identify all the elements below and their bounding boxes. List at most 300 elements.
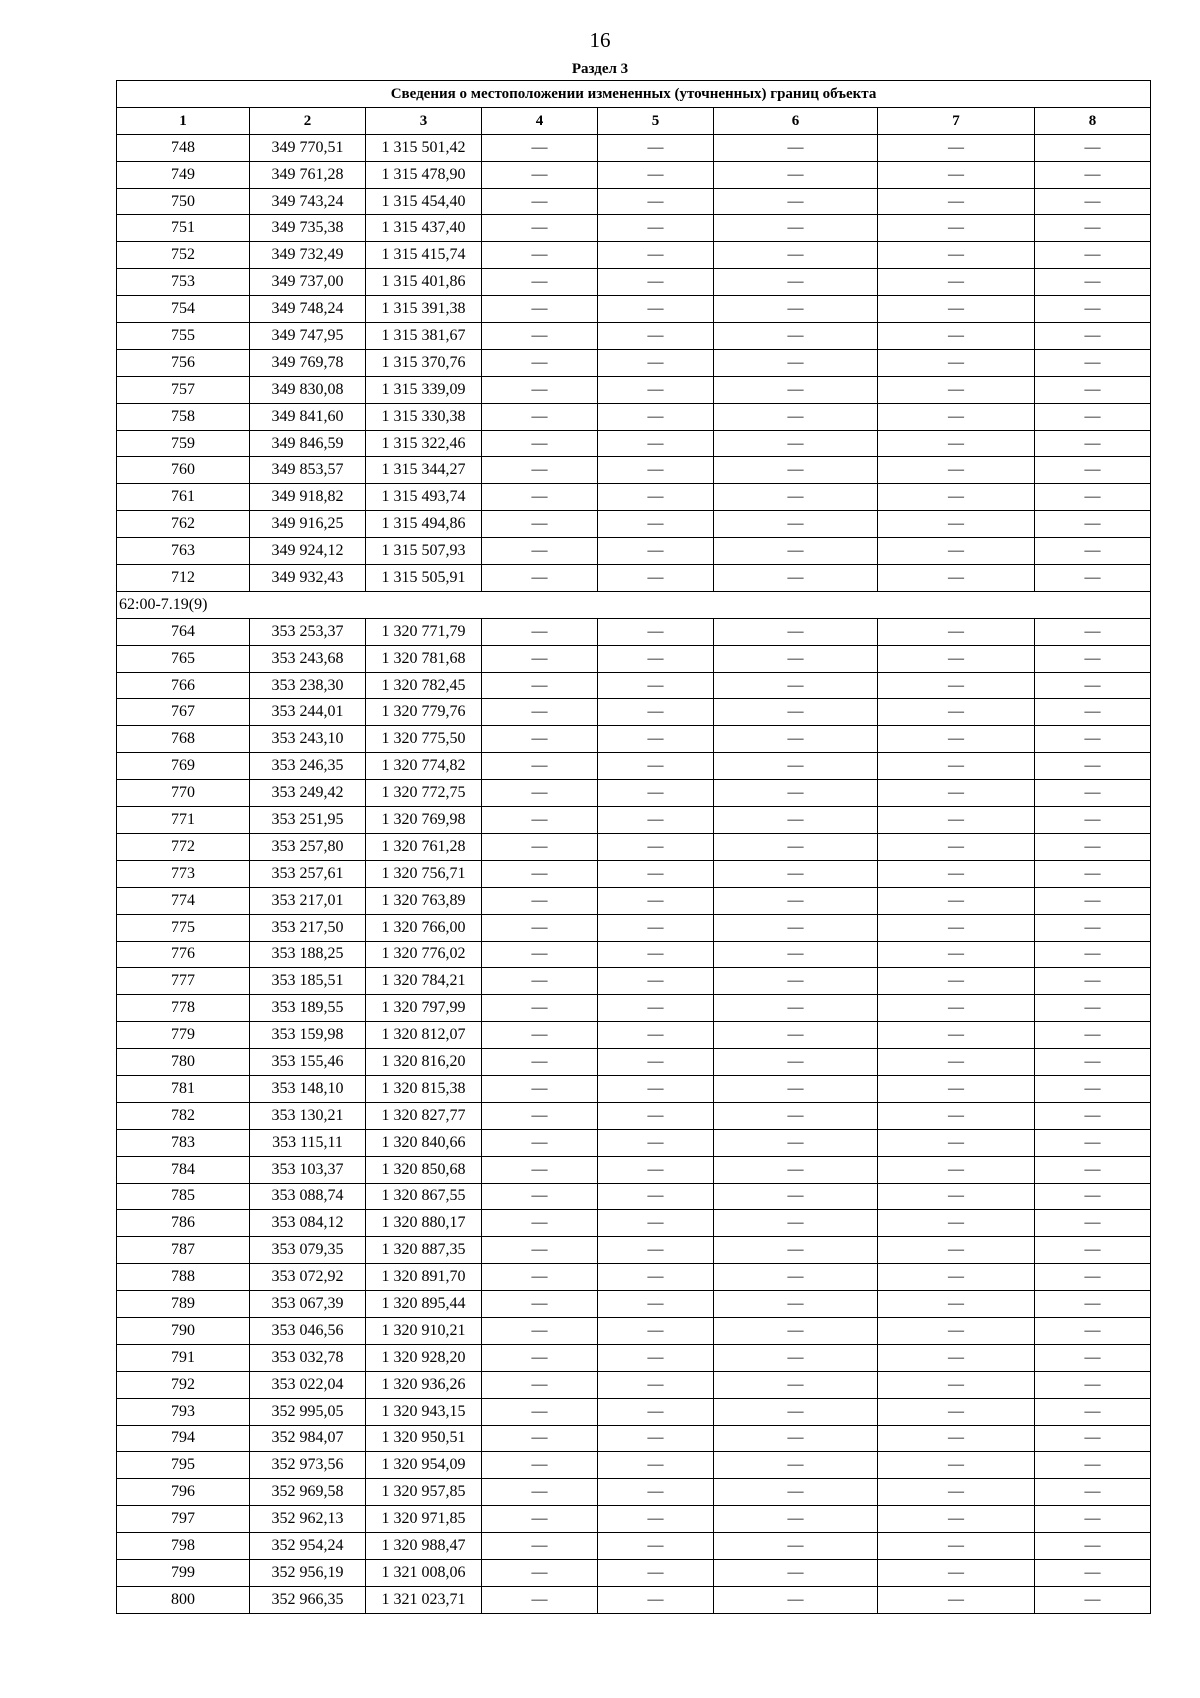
coordinate-x: 352 954,24 — [250, 1533, 366, 1560]
coordinate-y: 1 320 880,17 — [366, 1210, 482, 1237]
point-number: 759 — [117, 430, 250, 457]
empty-value-cell: — — [714, 1506, 878, 1533]
empty-value-cell: — — [482, 1479, 598, 1506]
coordinate-x: 353 115,11 — [250, 1129, 366, 1156]
table-row — [117, 941, 1151, 968]
empty-value-cell: — — [714, 430, 878, 457]
boundary-coordinates-table — [116, 80, 1151, 1614]
point-number: 758 — [117, 403, 250, 430]
empty-value-cell: — — [598, 726, 714, 753]
empty-value-cell: — — [1035, 376, 1151, 403]
empty-value-cell: — — [482, 1102, 598, 1129]
empty-value-cell: — — [1035, 1210, 1151, 1237]
coordinate-x: 353 067,39 — [250, 1291, 366, 1318]
empty-value-cell: — — [878, 511, 1035, 538]
empty-value-cell: — — [714, 860, 878, 887]
empty-value-cell: — — [1035, 726, 1151, 753]
empty-value-cell: — — [878, 645, 1035, 672]
coordinate-x: 353 103,37 — [250, 1156, 366, 1183]
coordinate-x: 349 735,38 — [250, 215, 366, 242]
point-number: 798 — [117, 1533, 250, 1560]
coordinate-y: 1 315 478,90 — [366, 161, 482, 188]
coordinate-y: 1 321 008,06 — [366, 1559, 482, 1586]
empty-value-cell: — — [482, 1452, 598, 1479]
coordinate-x: 352 966,35 — [250, 1586, 366, 1613]
empty-value-cell: — — [598, 1533, 714, 1560]
empty-value-cell: — — [714, 1264, 878, 1291]
empty-value-cell: — — [1035, 1317, 1151, 1344]
empty-value-cell: — — [598, 1237, 714, 1264]
empty-value-cell: — — [1035, 968, 1151, 995]
empty-value-cell: — — [1035, 1075, 1151, 1102]
empty-value-cell: — — [1035, 1344, 1151, 1371]
empty-value-cell: — — [482, 376, 598, 403]
table-row — [117, 430, 1151, 457]
point-number: 777 — [117, 968, 250, 995]
coordinate-y: 1 321 023,71 — [366, 1586, 482, 1613]
empty-value-cell: — — [482, 1237, 598, 1264]
point-number: 784 — [117, 1156, 250, 1183]
empty-value-cell: — — [1035, 1479, 1151, 1506]
point-number: 782 — [117, 1102, 250, 1129]
empty-value-cell: — — [878, 565, 1035, 592]
table-row — [117, 242, 1151, 269]
empty-value-cell: — — [714, 565, 878, 592]
point-number: 795 — [117, 1452, 250, 1479]
table-body — [117, 134, 1151, 1613]
table-row — [117, 1183, 1151, 1210]
point-number: 763 — [117, 538, 250, 565]
empty-value-cell: — — [598, 618, 714, 645]
coordinate-x: 353 159,98 — [250, 1022, 366, 1049]
point-number: 781 — [117, 1075, 250, 1102]
empty-value-cell: — — [482, 1183, 598, 1210]
empty-value-cell: — — [482, 242, 598, 269]
empty-value-cell: — — [714, 833, 878, 860]
point-number: 748 — [117, 134, 250, 161]
empty-value-cell: — — [598, 1586, 714, 1613]
empty-value-cell: — — [598, 753, 714, 780]
empty-value-cell: — — [878, 1452, 1035, 1479]
empty-value-cell: — — [878, 1183, 1035, 1210]
empty-value-cell: — — [878, 1237, 1035, 1264]
empty-value-cell: — — [714, 1452, 878, 1479]
empty-value-cell: — — [598, 323, 714, 350]
point-number: 774 — [117, 887, 250, 914]
coordinate-x: 353 217,50 — [250, 914, 366, 941]
empty-value-cell: — — [878, 1049, 1035, 1076]
point-number: 785 — [117, 1183, 250, 1210]
coordinate-y: 1 320 775,50 — [366, 726, 482, 753]
empty-value-cell: — — [598, 1506, 714, 1533]
coordinate-x: 352 973,56 — [250, 1452, 366, 1479]
table-row — [117, 780, 1151, 807]
empty-value-cell: — — [714, 1210, 878, 1237]
point-number: 790 — [117, 1317, 250, 1344]
empty-value-cell: — — [878, 1075, 1035, 1102]
empty-value-cell: — — [482, 1559, 598, 1586]
empty-value-cell: — — [598, 430, 714, 457]
empty-value-cell: — — [878, 1586, 1035, 1613]
empty-value-cell: — — [878, 349, 1035, 376]
empty-value-cell: — — [598, 188, 714, 215]
empty-value-cell: — — [878, 914, 1035, 941]
empty-value-cell: — — [714, 1559, 878, 1586]
empty-value-cell: — — [482, 565, 598, 592]
empty-value-cell: — — [482, 1533, 598, 1560]
coordinate-y: 1 315 391,38 — [366, 296, 482, 323]
empty-value-cell: — — [878, 618, 1035, 645]
empty-value-cell: — — [1035, 161, 1151, 188]
empty-value-cell: — — [1035, 484, 1151, 511]
empty-value-cell: — — [482, 1586, 598, 1613]
empty-value-cell: — — [1035, 269, 1151, 296]
coordinate-y: 1 315 401,86 — [366, 269, 482, 296]
empty-value-cell: — — [482, 430, 598, 457]
point-number: 753 — [117, 269, 250, 296]
empty-value-cell: — — [878, 1156, 1035, 1183]
empty-value-cell: — — [598, 833, 714, 860]
table-row — [117, 1237, 1151, 1264]
coordinate-y: 1 320 971,85 — [366, 1506, 482, 1533]
empty-value-cell: — — [714, 887, 878, 914]
empty-value-cell: — — [482, 188, 598, 215]
empty-value-cell: — — [878, 833, 1035, 860]
empty-value-cell: — — [1035, 618, 1151, 645]
empty-value-cell: — — [714, 1533, 878, 1560]
empty-value-cell: — — [714, 215, 878, 242]
empty-value-cell: — — [878, 699, 1035, 726]
coordinate-y: 1 320 769,98 — [366, 807, 482, 834]
empty-value-cell: — — [878, 1506, 1035, 1533]
empty-value-cell: — — [598, 1559, 714, 1586]
empty-value-cell: — — [482, 296, 598, 323]
point-number: 794 — [117, 1425, 250, 1452]
empty-value-cell: — — [714, 1183, 878, 1210]
empty-value-cell: — — [1035, 349, 1151, 376]
empty-value-cell: — — [714, 242, 878, 269]
empty-value-cell: — — [482, 1156, 598, 1183]
empty-value-cell: — — [482, 618, 598, 645]
empty-value-cell: — — [598, 1210, 714, 1237]
coordinate-x: 353 249,42 — [250, 780, 366, 807]
coordinate-y: 1 320 766,00 — [366, 914, 482, 941]
point-number: 791 — [117, 1344, 250, 1371]
empty-value-cell: — — [482, 1344, 598, 1371]
empty-value-cell: — — [482, 538, 598, 565]
table-row — [117, 1425, 1151, 1452]
empty-value-cell: — — [878, 296, 1035, 323]
empty-value-cell: — — [1035, 1022, 1151, 1049]
coordinate-x: 352 984,07 — [250, 1425, 366, 1452]
empty-value-cell: — — [482, 484, 598, 511]
point-number: 752 — [117, 242, 250, 269]
empty-value-cell: — — [714, 269, 878, 296]
coordinate-y: 1 320 771,79 — [366, 618, 482, 645]
empty-value-cell: — — [1035, 1398, 1151, 1425]
table-row — [117, 161, 1151, 188]
empty-value-cell: — — [878, 430, 1035, 457]
point-number: 754 — [117, 296, 250, 323]
empty-value-cell: — — [1035, 1237, 1151, 1264]
empty-value-cell: — — [1035, 1156, 1151, 1183]
point-number: 793 — [117, 1398, 250, 1425]
empty-value-cell: — — [598, 1317, 714, 1344]
empty-value-cell: — — [878, 1210, 1035, 1237]
empty-value-cell: — — [1035, 780, 1151, 807]
coordinate-y: 1 320 957,85 — [366, 1479, 482, 1506]
table-row — [117, 887, 1151, 914]
empty-value-cell: — — [878, 323, 1035, 350]
empty-value-cell: — — [714, 807, 878, 834]
coordinate-x: 353 072,92 — [250, 1264, 366, 1291]
empty-value-cell: — — [598, 161, 714, 188]
empty-value-cell: — — [1035, 1183, 1151, 1210]
empty-value-cell: — — [1035, 1129, 1151, 1156]
empty-value-cell: — — [878, 968, 1035, 995]
table-row — [117, 269, 1151, 296]
empty-value-cell: — — [482, 780, 598, 807]
empty-value-cell: — — [598, 995, 714, 1022]
coordinate-y: 1 320 797,99 — [366, 995, 482, 1022]
table-row — [117, 672, 1151, 699]
empty-value-cell: — — [482, 1075, 598, 1102]
coordinate-y: 1 320 784,21 — [366, 968, 482, 995]
empty-value-cell: — — [1035, 887, 1151, 914]
point-number: 766 — [117, 672, 250, 699]
table-row — [117, 1156, 1151, 1183]
point-number: 779 — [117, 1022, 250, 1049]
coordinate-x: 349 846,59 — [250, 430, 366, 457]
table-row — [117, 215, 1151, 242]
coordinate-x: 349 932,43 — [250, 565, 366, 592]
empty-value-cell: — — [1035, 134, 1151, 161]
table-row — [117, 1022, 1151, 1049]
point-number: 800 — [117, 1586, 250, 1613]
column-header-2: 2 — [250, 107, 366, 134]
empty-value-cell: — — [1035, 995, 1151, 1022]
point-number: 770 — [117, 780, 250, 807]
point-number: 789 — [117, 1291, 250, 1318]
empty-value-cell: — — [598, 1183, 714, 1210]
column-header-3: 3 — [366, 107, 482, 134]
empty-value-cell: — — [482, 403, 598, 430]
empty-value-cell: — — [482, 645, 598, 672]
empty-value-cell: — — [878, 1102, 1035, 1129]
coordinate-x: 349 732,49 — [250, 242, 366, 269]
coordinate-x: 349 747,95 — [250, 323, 366, 350]
empty-value-cell: — — [482, 1129, 598, 1156]
table-row — [117, 296, 1151, 323]
point-number: 755 — [117, 323, 250, 350]
empty-value-cell: — — [598, 780, 714, 807]
empty-value-cell: — — [598, 1129, 714, 1156]
empty-value-cell: — — [878, 403, 1035, 430]
point-number: 792 — [117, 1371, 250, 1398]
empty-value-cell: — — [482, 1317, 598, 1344]
column-header-1: 1 — [117, 107, 250, 134]
empty-value-cell: — — [598, 242, 714, 269]
empty-value-cell: — — [714, 403, 878, 430]
empty-value-cell: — — [878, 188, 1035, 215]
empty-value-cell: — — [598, 1049, 714, 1076]
empty-value-cell: — — [598, 484, 714, 511]
empty-value-cell: — — [1035, 1102, 1151, 1129]
empty-value-cell: — — [598, 403, 714, 430]
empty-value-cell: — — [598, 1264, 714, 1291]
empty-value-cell: — — [598, 968, 714, 995]
empty-value-cell: — — [714, 672, 878, 699]
column-header-7: 7 — [878, 107, 1035, 134]
empty-value-cell: — — [878, 1559, 1035, 1586]
coordinate-y: 1 320 779,76 — [366, 699, 482, 726]
empty-value-cell: — — [482, 914, 598, 941]
empty-value-cell: — — [714, 457, 878, 484]
empty-value-cell: — — [482, 323, 598, 350]
empty-value-cell: — — [714, 1156, 878, 1183]
empty-value-cell: — — [714, 995, 878, 1022]
empty-value-cell: — — [482, 215, 598, 242]
empty-value-cell: — — [482, 887, 598, 914]
coordinate-x: 349 737,00 — [250, 269, 366, 296]
coordinate-y: 1 320 827,77 — [366, 1102, 482, 1129]
empty-value-cell: — — [714, 780, 878, 807]
table-row — [117, 1559, 1151, 1586]
coordinate-y: 1 320 954,09 — [366, 1452, 482, 1479]
coordinate-x: 353 088,74 — [250, 1183, 366, 1210]
empty-value-cell: — — [1035, 860, 1151, 887]
coordinate-x: 353 243,68 — [250, 645, 366, 672]
coordinate-x: 353 022,04 — [250, 1371, 366, 1398]
point-number: 771 — [117, 807, 250, 834]
coordinate-x: 353 238,30 — [250, 672, 366, 699]
coordinate-x: 353 244,01 — [250, 699, 366, 726]
empty-value-cell: — — [878, 1344, 1035, 1371]
table-row — [117, 403, 1151, 430]
coordinate-x: 353 257,61 — [250, 860, 366, 887]
table-row — [117, 645, 1151, 672]
empty-value-cell: — — [598, 1425, 714, 1452]
coordinate-x: 349 916,25 — [250, 511, 366, 538]
empty-value-cell: — — [878, 1291, 1035, 1318]
empty-value-cell: — — [878, 134, 1035, 161]
coordinate-y: 1 320 867,55 — [366, 1183, 482, 1210]
column-header-5: 5 — [598, 107, 714, 134]
empty-value-cell: — — [482, 1425, 598, 1452]
empty-value-cell: — — [714, 188, 878, 215]
page-number: 16 — [589, 28, 611, 52]
empty-value-cell: — — [878, 1317, 1035, 1344]
table-row — [117, 968, 1151, 995]
empty-value-cell: — — [714, 645, 878, 672]
empty-value-cell: — — [714, 134, 878, 161]
empty-value-cell: — — [482, 753, 598, 780]
empty-value-cell: — — [482, 511, 598, 538]
empty-value-cell: — — [598, 1156, 714, 1183]
coordinate-y: 1 320 936,26 — [366, 1371, 482, 1398]
empty-value-cell: — — [1035, 807, 1151, 834]
empty-value-cell: — — [1035, 672, 1151, 699]
empty-value-cell: — — [482, 457, 598, 484]
coordinate-x: 352 969,58 — [250, 1479, 366, 1506]
table-row — [117, 726, 1151, 753]
coordinate-y: 1 320 891,70 — [366, 1264, 482, 1291]
coordinate-y: 1 315 381,67 — [366, 323, 482, 350]
table-row — [117, 1210, 1151, 1237]
coordinate-y: 1 320 850,68 — [366, 1156, 482, 1183]
point-number: 768 — [117, 726, 250, 753]
coordinate-x: 349 769,78 — [250, 349, 366, 376]
empty-value-cell: — — [598, 860, 714, 887]
table-row — [117, 699, 1151, 726]
empty-value-cell: — — [1035, 296, 1151, 323]
empty-value-cell: — — [598, 699, 714, 726]
empty-value-cell: — — [598, 134, 714, 161]
coordinate-y: 1 320 840,66 — [366, 1129, 482, 1156]
empty-value-cell: — — [482, 1022, 598, 1049]
table-row — [117, 134, 1151, 161]
empty-value-cell: — — [714, 1049, 878, 1076]
empty-value-cell: — — [714, 618, 878, 645]
empty-value-cell: — — [598, 807, 714, 834]
empty-value-cell: — — [878, 1479, 1035, 1506]
empty-value-cell: — — [878, 1398, 1035, 1425]
coordinate-x: 353 148,10 — [250, 1075, 366, 1102]
empty-value-cell: — — [482, 672, 598, 699]
coordinate-x: 353 188,25 — [250, 941, 366, 968]
empty-value-cell: — — [482, 1049, 598, 1076]
table-row — [117, 1506, 1151, 1533]
group-label: 62:00-7.19(9) — [117, 591, 1151, 618]
empty-value-cell: — — [714, 1317, 878, 1344]
table-row — [117, 1102, 1151, 1129]
empty-value-cell: — — [482, 1506, 598, 1533]
coordinate-x: 353 257,80 — [250, 833, 366, 860]
empty-value-cell: — — [598, 538, 714, 565]
table-row — [117, 1264, 1151, 1291]
point-number: 767 — [117, 699, 250, 726]
coordinate-x: 353 032,78 — [250, 1344, 366, 1371]
empty-value-cell: — — [598, 1344, 714, 1371]
empty-value-cell: — — [482, 995, 598, 1022]
column-header-4: 4 — [482, 107, 598, 134]
empty-value-cell: — — [1035, 1452, 1151, 1479]
table-row — [117, 914, 1151, 941]
empty-value-cell: — — [1035, 403, 1151, 430]
empty-value-cell: — — [482, 1210, 598, 1237]
table-row — [117, 1075, 1151, 1102]
point-number: 786 — [117, 1210, 250, 1237]
empty-value-cell: — — [598, 1022, 714, 1049]
empty-value-cell: — — [714, 349, 878, 376]
empty-value-cell: — — [878, 376, 1035, 403]
empty-value-cell: — — [598, 941, 714, 968]
coordinate-x: 353 046,56 — [250, 1317, 366, 1344]
table-row — [117, 1344, 1151, 1371]
coordinate-y: 1 320 910,21 — [366, 1317, 482, 1344]
coordinate-y: 1 320 887,35 — [366, 1237, 482, 1264]
empty-value-cell: — — [1035, 565, 1151, 592]
column-header-6: 6 — [714, 107, 878, 134]
table-row — [117, 484, 1151, 511]
empty-value-cell: — — [482, 349, 598, 376]
empty-value-cell: — — [482, 1264, 598, 1291]
point-number: 756 — [117, 349, 250, 376]
empty-value-cell: — — [1035, 1586, 1151, 1613]
empty-value-cell: — — [714, 1129, 878, 1156]
coordinate-y: 1 315 501,42 — [366, 134, 482, 161]
empty-value-cell: — — [598, 376, 714, 403]
